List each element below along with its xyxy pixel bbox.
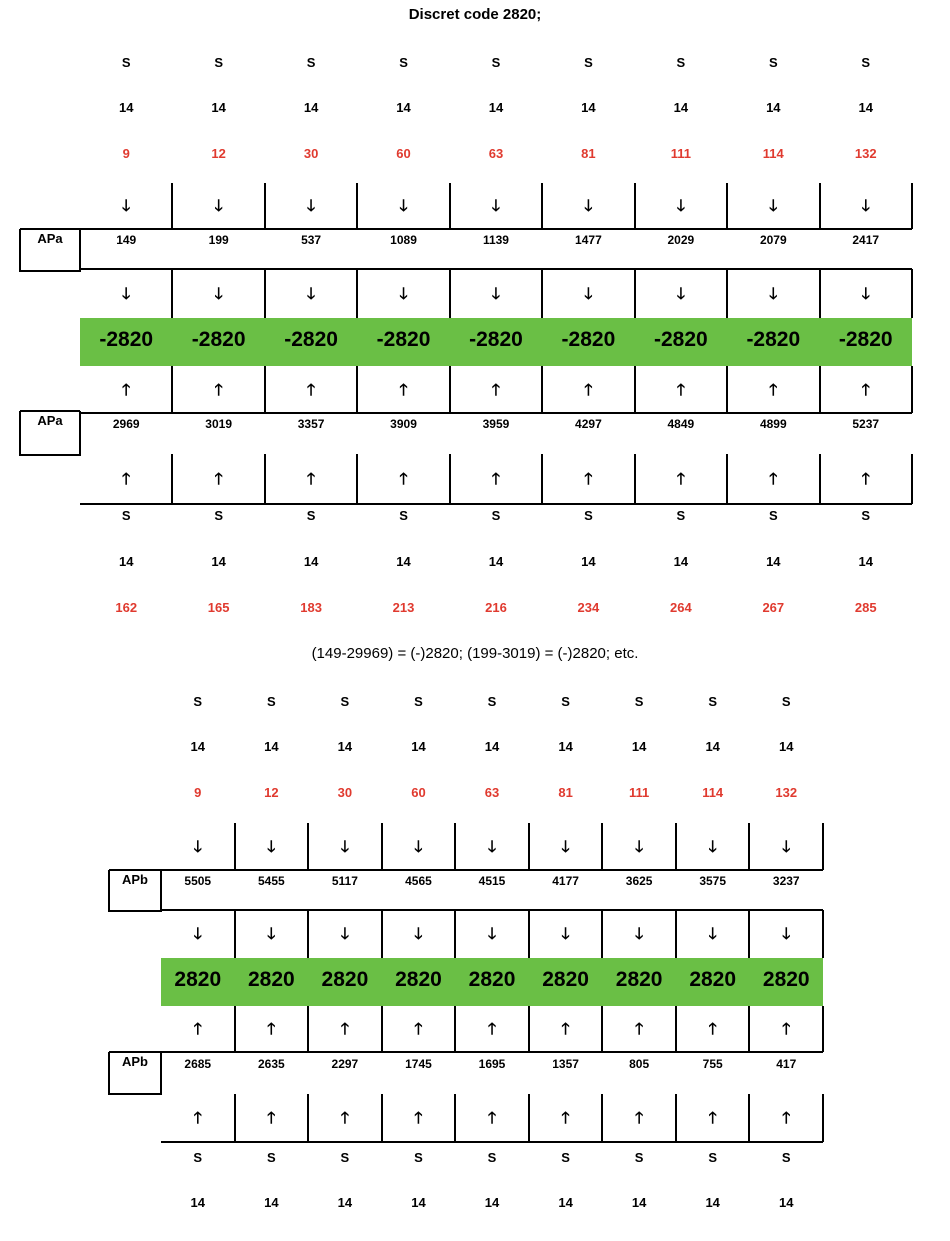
arrow-down-icon: 🡓 xyxy=(193,924,202,943)
ap-bracket-line xyxy=(109,910,161,912)
s-label: S xyxy=(861,508,871,523)
upper-value: 3237 xyxy=(772,874,800,888)
count-label: 14 xyxy=(558,739,573,754)
band-value: 2820 xyxy=(762,968,810,991)
count-label: 14 xyxy=(118,554,134,569)
count-label: 14 xyxy=(581,554,596,569)
s-label: S xyxy=(399,55,408,70)
lower-value: 1357 xyxy=(552,1057,579,1071)
upper-value: 1477 xyxy=(575,233,602,247)
arrow-up-icon: 🡑 xyxy=(399,469,408,488)
arrow-up-icon: 🡑 xyxy=(561,1108,570,1127)
arrow-up-icon: 🡑 xyxy=(769,379,778,399)
band-value: -2820 xyxy=(746,328,801,351)
s-label: S xyxy=(584,55,593,70)
ap-bracket-line xyxy=(109,1093,161,1095)
arrow-up-icon: 🡑 xyxy=(676,379,686,399)
s-label: S xyxy=(487,694,497,709)
arrow-up-icon: 🡑 xyxy=(769,469,778,488)
highlight-value: 60 xyxy=(411,785,426,800)
arrow-up-icon: 🡑 xyxy=(708,1019,717,1038)
highlight-value: 114 xyxy=(762,146,784,161)
count-label: 14 xyxy=(190,1195,205,1210)
band-value: -2820 xyxy=(654,328,708,351)
arrow-up-icon: 🡑 xyxy=(267,1108,276,1127)
lower-value: 1695 xyxy=(478,1057,506,1071)
count-label: 14 xyxy=(264,739,279,754)
arrow-down-icon: 🡓 xyxy=(584,196,593,215)
s-label: S xyxy=(214,508,223,523)
arrow-up-icon: 🡑 xyxy=(861,469,870,488)
highlight-value: 30 xyxy=(303,146,319,161)
count-label: 14 xyxy=(411,739,426,754)
arrow-up-icon: 🡑 xyxy=(491,469,501,488)
highlight-value: 81 xyxy=(581,146,596,161)
band-value: -2820 xyxy=(376,328,431,351)
highlight-value: 162 xyxy=(115,600,138,615)
row-line xyxy=(161,1141,823,1143)
count-label: 14 xyxy=(411,1195,426,1210)
arrow-up-icon: 🡑 xyxy=(584,379,593,399)
arrow-up-icon: 🡑 xyxy=(414,1019,423,1038)
s-label: S xyxy=(768,508,778,523)
page-title: Discret code 2820; xyxy=(408,6,542,23)
s-label: S xyxy=(708,1150,718,1165)
arrow-down-icon: 🡓 xyxy=(306,283,316,303)
upper-value: 4515 xyxy=(478,874,506,888)
highlight-value: 216 xyxy=(485,600,507,615)
highlight-value: 267 xyxy=(762,600,785,615)
band-value: -2820 xyxy=(191,328,246,351)
band-value: -2820 xyxy=(838,328,893,351)
count-label: 14 xyxy=(705,739,720,754)
arrow-down-icon: 🡓 xyxy=(861,283,870,303)
arrow-down-icon: 🡓 xyxy=(214,283,223,303)
count-label: 14 xyxy=(766,100,781,115)
highlight-value: 81 xyxy=(558,785,573,800)
formula-note: (149-29969) = (-)2820; (199-3019) = (-)2820; etc. xyxy=(311,645,639,662)
upper-value: 4177 xyxy=(552,874,579,888)
band-value: 2820 xyxy=(321,968,369,991)
arrow-down-icon: 🡓 xyxy=(708,836,717,856)
s-label: S xyxy=(414,694,423,709)
arrow-down-icon: 🡓 xyxy=(487,924,497,943)
lower-value: 2969 xyxy=(112,417,140,431)
ap-label: APa xyxy=(37,413,63,428)
count-label: 14 xyxy=(211,100,226,115)
count-label: 14 xyxy=(779,739,794,754)
arrow-down-icon: 🡓 xyxy=(399,283,408,303)
arrow-down-icon: 🡓 xyxy=(491,283,501,303)
arrow-up-icon: 🡑 xyxy=(561,1019,570,1038)
count-label: 14 xyxy=(673,100,689,115)
row-line xyxy=(80,503,912,505)
arrow-down-icon: 🡓 xyxy=(193,836,202,856)
highlight-value: 165 xyxy=(207,600,230,615)
count-label: 14 xyxy=(190,739,205,754)
arrow-up-icon: 🡑 xyxy=(708,1108,717,1127)
s-label: S xyxy=(584,508,593,523)
count-label: 14 xyxy=(396,554,411,569)
band-value: -2820 xyxy=(99,328,154,351)
arrow-up-icon: 🡑 xyxy=(634,1108,644,1127)
lower-value: 417 xyxy=(776,1057,797,1071)
arrow-up-icon: 🡑 xyxy=(414,1108,423,1127)
s-label: S xyxy=(266,1150,276,1165)
upper-value: 1139 xyxy=(482,233,509,247)
arrow-down-icon: 🡓 xyxy=(634,836,644,856)
count-label: 14 xyxy=(631,1195,647,1210)
arrow-down-icon: 🡓 xyxy=(414,836,423,856)
arrow-up-icon: 🡑 xyxy=(676,469,686,488)
arrow-down-icon: 🡓 xyxy=(487,836,497,856)
lower-value: 2685 xyxy=(184,1057,212,1071)
count-label: 14 xyxy=(337,1195,353,1210)
arrow-up-icon: 🡑 xyxy=(214,469,223,488)
s-label: S xyxy=(781,694,791,709)
count-label: 14 xyxy=(488,100,504,115)
row-line xyxy=(161,909,823,911)
arrow-down-icon: 🡓 xyxy=(340,836,350,856)
highlight-value: 132 xyxy=(854,146,877,161)
arrow-up-icon: 🡑 xyxy=(861,379,870,399)
s-label: S xyxy=(561,1150,570,1165)
s-label: S xyxy=(306,508,316,523)
arrow-down-icon: 🡓 xyxy=(769,196,778,215)
band-value: 2820 xyxy=(542,968,589,991)
count-label: 14 xyxy=(484,739,500,754)
highlight-value: 12 xyxy=(211,146,226,161)
arrow-up-icon: 🡑 xyxy=(306,469,316,488)
arrow-up-icon: 🡑 xyxy=(399,379,408,399)
upper-value: 149 xyxy=(116,233,137,247)
highlight-value: 111 xyxy=(628,785,650,800)
highlight-value: 234 xyxy=(577,600,600,615)
s-label: S xyxy=(676,508,686,523)
arrow-down-icon: 🡓 xyxy=(782,924,791,943)
arrow-up-icon: 🡑 xyxy=(491,379,501,399)
band-value: 2820 xyxy=(247,968,295,991)
count-label: 14 xyxy=(558,1195,573,1210)
arrow-up-icon: 🡑 xyxy=(267,1019,276,1038)
upper-value: 4565 xyxy=(405,874,432,888)
ap-bracket-line xyxy=(20,270,80,272)
arrow-down-icon: 🡓 xyxy=(769,283,778,303)
highlight-value: 264 xyxy=(670,600,692,615)
highlight-value: 9 xyxy=(122,146,130,161)
band-value: 2820 xyxy=(468,968,516,991)
highlight-value: 111 xyxy=(670,146,691,161)
arrow-up-icon: 🡑 xyxy=(782,1019,791,1038)
upper-value: 5455 xyxy=(257,874,285,888)
band-value: -2820 xyxy=(284,328,338,351)
row-line xyxy=(80,268,912,270)
count-label: 14 xyxy=(337,739,353,754)
lower-value: 755 xyxy=(702,1057,723,1071)
upper-value: 2029 xyxy=(667,233,695,247)
count-label: 14 xyxy=(858,554,873,569)
upper-value: 2417 xyxy=(852,233,880,247)
arrow-down-icon: 🡓 xyxy=(782,836,791,856)
upper-value: 2079 xyxy=(759,233,787,247)
lower-value: 3357 xyxy=(297,417,325,431)
lower-value: 2297 xyxy=(331,1057,359,1071)
count-label: 14 xyxy=(488,554,504,569)
arrow-down-icon: 🡓 xyxy=(267,836,276,856)
row-line xyxy=(161,1051,823,1053)
s-label: S xyxy=(861,55,871,70)
s-label: S xyxy=(676,55,686,70)
count-label: 14 xyxy=(673,554,689,569)
arrow-up-icon: 🡑 xyxy=(122,379,131,399)
count-label: 14 xyxy=(396,100,411,115)
arrow-down-icon: 🡓 xyxy=(340,924,350,943)
upper-value: 5505 xyxy=(184,874,212,888)
s-label: S xyxy=(340,1150,350,1165)
highlight-value: 30 xyxy=(337,785,353,800)
ap-label: APb xyxy=(122,872,148,887)
lower-value: 4849 xyxy=(667,417,695,431)
arrow-down-icon: 🡓 xyxy=(414,924,423,943)
arrow-up-icon: 🡑 xyxy=(487,1019,497,1038)
lower-value: 3019 xyxy=(205,417,232,431)
lower-value: 2635 xyxy=(257,1057,285,1071)
band-value: -2820 xyxy=(469,328,523,351)
count-label: 14 xyxy=(303,554,319,569)
arrow-down-icon: 🡓 xyxy=(122,196,131,215)
s-label: S xyxy=(491,55,501,70)
highlight-value: 213 xyxy=(392,600,415,615)
arrow-up-icon: 🡑 xyxy=(634,1019,644,1038)
upper-value: 3625 xyxy=(625,874,653,888)
highlight-value: 12 xyxy=(264,785,279,800)
arrow-up-icon: 🡑 xyxy=(193,1108,202,1127)
arrow-down-icon: 🡓 xyxy=(708,924,717,943)
s-label: S xyxy=(193,1150,203,1165)
lower-value: 1745 xyxy=(405,1057,432,1071)
arrow-up-icon: 🡑 xyxy=(487,1108,497,1127)
band-value: 2820 xyxy=(689,968,737,991)
lower-value: 4297 xyxy=(575,417,602,431)
s-label: S xyxy=(214,55,223,70)
arrow-up-icon: 🡑 xyxy=(584,469,593,488)
arrow-down-icon: 🡓 xyxy=(561,836,570,856)
highlight-value: 285 xyxy=(854,600,877,615)
band-value: 2820 xyxy=(174,968,222,991)
arrow-down-icon: 🡓 xyxy=(561,924,570,943)
upper-value: 537 xyxy=(301,233,322,247)
s-label: S xyxy=(306,55,316,70)
count-label: 14 xyxy=(779,1195,794,1210)
highlight-value: 183 xyxy=(300,600,322,615)
upper-value: 199 xyxy=(208,233,229,247)
s-label: S xyxy=(193,694,203,709)
arrow-up-icon: 🡑 xyxy=(782,1108,791,1127)
upper-value: 3575 xyxy=(699,874,727,888)
highlight-value: 9 xyxy=(194,785,202,800)
highlight-value: 132 xyxy=(775,785,798,800)
arrow-down-icon: 🡓 xyxy=(306,196,316,215)
count-label: 14 xyxy=(631,739,647,754)
ap-label: APb xyxy=(122,1054,148,1069)
highlight-value: 114 xyxy=(702,785,724,800)
s-label: S xyxy=(561,694,570,709)
lower-value: 3959 xyxy=(482,417,510,431)
arrow-down-icon: 🡓 xyxy=(399,196,408,215)
arrow-down-icon: 🡓 xyxy=(634,924,644,943)
arrow-up-icon: 🡑 xyxy=(214,379,223,399)
arrow-down-icon: 🡓 xyxy=(861,196,870,215)
arrow-up-icon: 🡑 xyxy=(340,1108,350,1127)
highlight-value: 63 xyxy=(488,146,504,161)
arrow-up-icon: 🡑 xyxy=(306,379,316,399)
highlight-value: 63 xyxy=(484,785,500,800)
count-label: 14 xyxy=(211,554,226,569)
arrow-down-icon: 🡓 xyxy=(491,196,501,215)
count-label: 14 xyxy=(118,100,134,115)
count-label: 14 xyxy=(264,1195,279,1210)
s-label: S xyxy=(266,694,276,709)
count-label: 14 xyxy=(484,1195,500,1210)
s-label: S xyxy=(634,694,644,709)
ap-bracket-line xyxy=(20,454,80,456)
arrow-down-icon: 🡓 xyxy=(122,283,131,303)
s-label: S xyxy=(121,508,131,523)
arrow-down-icon: 🡓 xyxy=(214,196,223,215)
count-label: 14 xyxy=(766,554,781,569)
count-label: 14 xyxy=(303,100,319,115)
arrow-down-icon: 🡓 xyxy=(676,196,686,215)
count-label: 14 xyxy=(858,100,873,115)
band-value: 2820 xyxy=(395,968,442,991)
s-label: S xyxy=(399,508,408,523)
lower-value: 4899 xyxy=(759,417,787,431)
arrow-down-icon: 🡓 xyxy=(584,283,593,303)
count-label: 14 xyxy=(581,100,596,115)
band-value: -2820 xyxy=(561,328,616,351)
arrow-down-icon: 🡓 xyxy=(267,924,276,943)
highlight-value: 60 xyxy=(396,146,411,161)
band-value: 2820 xyxy=(615,968,663,991)
arrow-up-icon: 🡑 xyxy=(193,1019,202,1038)
arrow-up-icon: 🡑 xyxy=(340,1019,350,1038)
arrow-down-icon: 🡓 xyxy=(676,283,686,303)
s-label: S xyxy=(781,1150,791,1165)
count-label: 14 xyxy=(705,1195,720,1210)
lower-value: 5237 xyxy=(852,417,880,431)
arrow-up-icon: 🡑 xyxy=(122,469,131,488)
s-label: S xyxy=(487,1150,497,1165)
s-label: S xyxy=(768,55,778,70)
s-label: S xyxy=(634,1150,644,1165)
upper-value: 1089 xyxy=(390,233,417,247)
lower-value: 805 xyxy=(629,1057,650,1071)
lower-value: 3909 xyxy=(390,417,417,431)
s-label: S xyxy=(121,55,131,70)
ap-label: APa xyxy=(37,231,63,246)
s-label: S xyxy=(340,694,350,709)
s-label: S xyxy=(414,1150,423,1165)
s-label: S xyxy=(491,508,501,523)
upper-value: 5117 xyxy=(331,874,358,888)
s-label: S xyxy=(708,694,718,709)
